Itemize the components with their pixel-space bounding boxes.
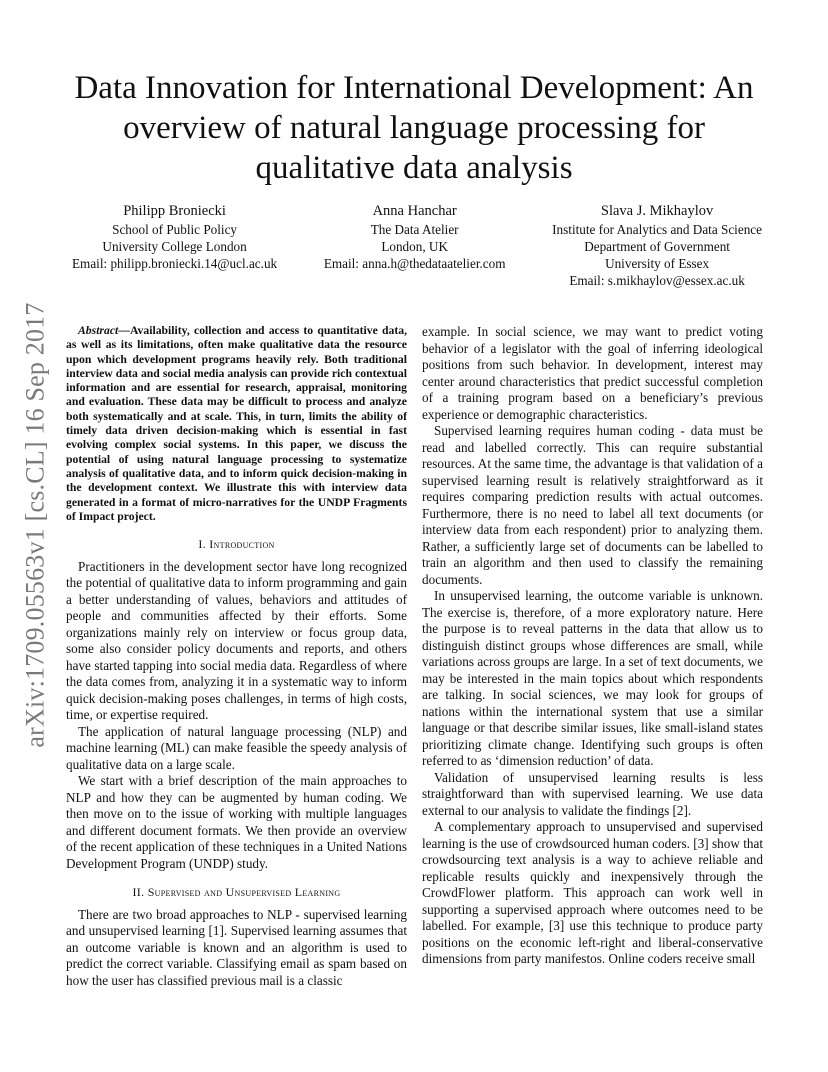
author-block: [72, 202, 762, 289]
author-affiliation: Department of Government: [584, 239, 730, 254]
author-affiliation: The Data Atelier: [370, 222, 459, 237]
abstract-label: Abstract: [78, 324, 119, 337]
arxiv-identifier: arXiv:1709.05563v1 [cs.CL] 16 Sep 2017: [21, 302, 51, 748]
paragraph: Validation of unsupervised learning results is less straightforward than with supervised learning. We use data external to our analysis to validate the findings [2].: [422, 769, 763, 818]
paragraph: A complementary approach to unsupervised and supervised learning is the use of crowdsourced human coders. [3] show that crowdsourcing text analysis is a way to achieve reliable and replicable results quickly and inexpensively through the CrowdFlower platform. This approach can work well in supporting a supervised approach where outcomes need to be labelled. For example, [3] use this technique to produce party positions on the economic left-right and liberal-conservative dimensions from party manifestos. Online coders receive small: [422, 819, 763, 966]
paragraph: In unsupervised learning, the outcome variable is unknown. The exercise is, therefore, of a more exploratory nature. Here the purpose is to reveal patterns in the data that allow us to distinguish distinct groups whose differences are small, while variations across groups are large. In a set of text documents, we may be interested in the main topics about which respondents are talking. In social sciences, we may look for groups of nations within the international system that use a similar language or that describe similar issues, like small-island states prioritizing climate change. Identifying such groups is often referred to as ‘dimension reduction’ of data.: [422, 588, 763, 768]
author-email: Email: anna.h@thedataatelier.com: [323, 256, 506, 271]
abstract: [66, 324, 407, 524]
abstract-text: —Availability, collection and access to quantitative data, as well as its limitations, often make qualitative data the resource upon which development programs heavily rely. Both traditional interview data and social media analysis can provide rich contextual information and are essential for research, appraisal, monitoring and evaluation. These data may be difficult to process and analyze both systematically and at scale. This, in turn, limits the ability of timely data driven decision-making which is essential in fast evolving complex social systems. In this paper, we discuss the potential of using natural language processing to systematize analysis of qualitative data, and to inform quick decision-making in the development context. We illustrate this with interview data generated in a format of micro-narratives for the UNDP Fragments of Impact project.: [66, 324, 407, 523]
left-column: [66, 324, 407, 989]
paragraph: We start with a brief description of the main approaches to NLP and how they can be augmented by human coding. We then move on to the issue of working with multiple languages and different document formats. We then provide an overview of the recent application of these techniques in a United Nations Development Program (UNDP) study.: [66, 773, 407, 871]
author-1: [72, 202, 277, 289]
author-affiliation: University of Essex: [605, 256, 710, 271]
paragraph: example. In social science, we may want to predict voting behavior of a legislator with the goal of inferring ideological positions from such behavior. In development, interest may center around characteristics that predict successful completion of a training program based on a beneficiary’s previous experience or demographic characteristics.: [422, 324, 763, 422]
author-affiliation: School of Public Policy: [112, 222, 238, 237]
paragraph: Supervised learning requires human coding - data must be read and labelled correctly. This can require substantial resources. At the same time, the advantage is that validation of a supervised learning result is relatively straightforward as it requires comparing prediction results with actual outcomes. Furthermore, there is no need to label all text documents (or interview data from each respondent) prior to analyzing them. Rather, a sufficiently large set of documents can be labelled to train an algorithm and then used to classify the remaining documents.: [422, 423, 763, 587]
section-heading-introduction: I. Introduction: [198, 537, 275, 552]
section-heading-learning: II. Supervised and Unsupervised Learning: [132, 885, 341, 900]
paragraph: The application of natural language processing (NLP) and machine learning (ML) can make feasible the speedy analysis of qualitative data on a large scale.: [66, 723, 407, 772]
paragraph: Practitioners in the development sector have long recognized the potential of qualitative data to inform programming and gain a better understanding of values, behaviors and attitudes of people and communities affected by their efforts. Some organizations mainly rely on interview or focus group data, some also consider policy documents and reports, and others have started tapping into social media data. Regardless of where the data comes from, analyzing it in a systematic way to inform quick decision-making poses challenges, in terms of high costs, time, or expertise required.: [66, 558, 407, 723]
author-affiliation: University College London: [102, 239, 247, 254]
author-name: Slava J. Mikhaylov: [600, 203, 714, 219]
arxiv-sidebar: [16, 290, 56, 760]
author-name: Anna Hanchar: [372, 203, 457, 219]
author-name: Philipp Broniecki: [123, 203, 226, 219]
author-email: Email: philipp.broniecki.14@ucl.ac.uk: [72, 256, 278, 271]
author-affiliation: London, UK: [381, 239, 448, 254]
paper-title: Data Innovation for International Development: An overview of natural language processing for qualitative data analysis: [74, 70, 754, 186]
author-2: [324, 202, 506, 289]
author-3: [552, 202, 762, 289]
author-affiliation: Institute for Analytics and Data Science: [552, 222, 762, 237]
author-email: Email: s.mikhaylov@essex.ac.uk: [569, 273, 745, 288]
right-column: [422, 324, 763, 968]
paragraph: There are two broad approaches to NLP - supervised learning and unsupervised learning [1]. Supervised learning assumes that an outcome variable is known and an algorithm is used to predict the correct variable. Classifying email as spam based on how the user has classified previous mail is a classic: [66, 906, 407, 988]
